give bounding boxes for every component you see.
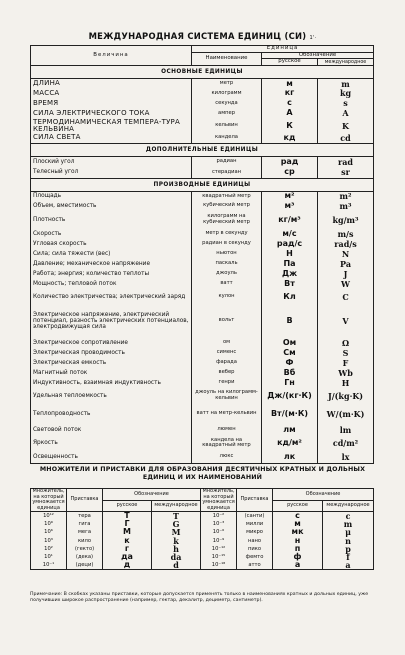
international-prefix-symbol-right: m xyxy=(323,520,374,528)
table-row xyxy=(31,99,374,109)
table-row xyxy=(31,338,374,348)
multiplier-left: 10¹ xyxy=(31,553,67,561)
page-mark: 1'· xyxy=(309,35,317,41)
international-prefix-symbol-left: da xyxy=(152,553,201,561)
international-prefix-symbol-left: M xyxy=(152,528,201,536)
multiplier-left: 10⁶ xyxy=(31,528,67,536)
header-russian: русское xyxy=(262,59,318,66)
russian-symbol: Дж/(кг·К) xyxy=(262,388,318,403)
international-symbol: lx xyxy=(318,451,374,463)
prefix-name-right: милли xyxy=(237,520,273,528)
russian-prefix-symbol-right: с xyxy=(273,512,323,521)
international-symbol: J/(kg·K) xyxy=(318,388,374,403)
table-row xyxy=(31,378,374,388)
prefix-name-right: фемто xyxy=(237,553,273,561)
prefix-name-right: нано xyxy=(237,537,273,545)
russian-symbol: Вт xyxy=(262,279,318,289)
unit-name: джоуль xyxy=(192,269,262,279)
prefix-name-right: атто xyxy=(237,561,273,570)
unit-name: килограмм на кубический метр xyxy=(192,211,262,228)
table-row xyxy=(31,156,374,167)
table-row xyxy=(31,403,374,425)
table-row xyxy=(31,249,374,259)
multiplier-left: 10¹² xyxy=(31,512,67,521)
international-symbol: sr xyxy=(318,167,374,178)
quantity-name: СИЛА СВЕТА xyxy=(31,133,192,143)
international-symbol: S xyxy=(318,348,374,358)
quantity-name: СИЛА ЭЛЕКТРИЧЕСКОГО ТОКА xyxy=(31,109,192,119)
russian-symbol: рад/с xyxy=(262,239,318,249)
unit-name: генри xyxy=(192,378,262,388)
russian-symbol: К xyxy=(262,119,318,134)
international-symbol: kg/m³ xyxy=(318,211,374,228)
multiplier-right: 10⁻³ xyxy=(201,520,237,528)
quantity-name: Объем, вместимость xyxy=(31,201,192,211)
multiplier-right: 10⁻¹² xyxy=(201,545,237,553)
unit-name: ватт на метр-кельвин xyxy=(192,403,262,425)
russian-prefix-symbol-right: ф xyxy=(273,553,323,561)
header-quantity: Величина xyxy=(31,46,192,66)
title-text: МЕЖДУНАРОДНАЯ СИСТЕМА ЕДИНИЦ (СИ) xyxy=(88,31,307,41)
unit-name: квадратный метр xyxy=(192,191,262,201)
russian-symbol: Н xyxy=(262,249,318,259)
russian-symbol: кг/м³ xyxy=(262,211,318,228)
unit-name: люмен xyxy=(192,425,262,435)
page-title xyxy=(0,31,405,41)
quantity-name: Плоский угол xyxy=(31,156,192,167)
international-symbol: Pa xyxy=(318,259,374,269)
table-row xyxy=(31,201,374,211)
multiplier-left: 10⁹ xyxy=(31,520,67,528)
russian-prefix-symbol-right: п xyxy=(273,545,323,553)
quantity-name: Угловая скорость xyxy=(31,239,192,249)
international-symbol: m xyxy=(318,79,374,89)
prefix-name-right: (санти) xyxy=(237,512,273,521)
russian-symbol: В xyxy=(262,304,318,338)
quantity-name: ВРЕМЯ xyxy=(31,99,192,109)
prefix-header-multiplier-left: Множитель, на который умножается единица xyxy=(32,488,65,511)
quantity-name: МАССА xyxy=(31,89,192,99)
russian-symbol: Ф xyxy=(262,358,318,368)
unit-name: кубический метр xyxy=(192,201,262,211)
russian-symbol: лк xyxy=(262,451,318,463)
russian-symbol: лм xyxy=(262,425,318,435)
prefix-header-international-right: международное xyxy=(323,500,374,512)
unit-name: вебер xyxy=(192,368,262,378)
quantity-name: Телесный угол xyxy=(31,167,192,178)
unit-name: радиан в секунду xyxy=(192,239,262,249)
table-row xyxy=(31,191,374,201)
international-prefix-symbol-left: G xyxy=(152,520,201,528)
prefix-table-title: МНОЖИТЕЛИ И ПРИСТАВКИ ДЛЯ ОБРАЗОВАНИЯ ДЕСЯТИЧНЫХ КРАТНЫХ И ДОЛЬНЫХ ЕДИНИЦ И ИХ НАИМЕНОВАНИЙ xyxy=(39,466,366,482)
quantity-name: Удельная теплоемкость xyxy=(31,388,192,403)
header-international: международное xyxy=(318,59,374,66)
russian-prefix-symbol-left: Т xyxy=(103,512,152,521)
russian-prefix-symbol-left: да xyxy=(103,553,152,561)
quantity-name: Световой поток xyxy=(31,425,192,435)
international-symbol: V xyxy=(318,304,374,338)
multiplier-left: 10³ xyxy=(31,537,67,545)
international-symbol: kg xyxy=(318,89,374,99)
unit-name: джоуль на килограмм-кельвин xyxy=(192,388,262,403)
unit-name: кандела xyxy=(192,133,262,143)
table-row xyxy=(31,358,374,368)
russian-symbol: м xyxy=(262,79,318,89)
russian-prefix-symbol-left: к xyxy=(103,537,152,545)
unit-name: ом xyxy=(192,338,262,348)
prefix-name-right: микро xyxy=(237,528,273,536)
prefix-header-multiplier-right: Множитель, на который умножается единица xyxy=(202,488,235,511)
table-row xyxy=(31,451,374,463)
international-symbol: Ω xyxy=(318,338,374,348)
quantity-name: Электрическая емкость xyxy=(31,358,192,368)
unit-name: секунда xyxy=(192,99,262,109)
russian-prefix-symbol-left: д xyxy=(103,561,152,570)
table-row xyxy=(31,259,374,269)
russian-prefix-symbol-right: м xyxy=(273,520,323,528)
section-title: ДОПОЛНИТЕЛЬНЫЕ ЕДИНИЦЫ xyxy=(31,143,374,156)
unit-name: паскаль xyxy=(192,259,262,269)
unit-name: ватт xyxy=(192,279,262,289)
table-row xyxy=(31,79,374,89)
table-row xyxy=(31,228,374,239)
russian-symbol: Вт/(м·К) xyxy=(262,403,318,425)
international-symbol: A xyxy=(318,109,374,119)
prefix-table xyxy=(30,488,374,570)
quantity-name: Освещенность xyxy=(31,451,192,463)
unit-name: стерадиан xyxy=(192,167,262,178)
quantity-name: Давление; механическое напряжение xyxy=(31,259,192,269)
russian-symbol: с xyxy=(262,99,318,109)
international-symbol: H xyxy=(318,378,374,388)
international-prefix-symbol-right: n xyxy=(323,537,374,545)
quantity-name: Скорость xyxy=(31,228,192,239)
international-symbol: lm xyxy=(318,425,374,435)
unit-name: килограмм xyxy=(192,89,262,99)
international-symbol: J xyxy=(318,269,374,279)
quantity-name: Электрическая проводимость xyxy=(31,348,192,358)
unit-name: кельвин xyxy=(192,119,262,134)
prefix-row xyxy=(31,553,374,561)
prefix-header-prefix-right: Приставка xyxy=(237,489,273,512)
international-prefix-symbol-right: a xyxy=(323,561,374,570)
international-symbol: F xyxy=(318,358,374,368)
international-prefix-symbol-right: p xyxy=(323,545,374,553)
russian-symbol: Гн xyxy=(262,378,318,388)
table-row xyxy=(31,435,374,451)
table-row xyxy=(31,368,374,378)
international-prefix-symbol-right: f xyxy=(323,553,374,561)
international-symbol: m³ xyxy=(318,201,374,211)
unit-name: ньютон xyxy=(192,249,262,259)
international-symbol: rad/s xyxy=(318,239,374,249)
russian-symbol: м³ xyxy=(262,201,318,211)
prefix-row xyxy=(31,528,374,536)
table-row xyxy=(31,425,374,435)
table-row xyxy=(31,167,374,178)
international-prefix-symbol-left: h xyxy=(152,545,201,553)
prefix-header-international-left: международное xyxy=(152,500,201,512)
quantity-name: Теплопроводность xyxy=(31,403,192,425)
multiplier-right: 10⁻⁹ xyxy=(201,537,237,545)
quantity-name: Индуктивность, взаимная индуктивность xyxy=(31,378,192,388)
international-symbol: s xyxy=(318,99,374,109)
quantity-name: Яркость xyxy=(31,435,192,451)
prefix-header-designation-left: Обозначение xyxy=(103,489,201,501)
international-symbol: cd/m² xyxy=(318,435,374,451)
international-symbol: cd xyxy=(318,133,374,143)
prefix-name-left: (деци) xyxy=(67,561,103,570)
international-symbol: W xyxy=(318,279,374,289)
table-row xyxy=(31,211,374,228)
unit-name: вольт xyxy=(192,304,262,338)
prefix-name-left: гига xyxy=(67,520,103,528)
russian-prefix-symbol-left: Г xyxy=(103,520,152,528)
international-prefix-symbol-left: d xyxy=(152,561,201,570)
multiplier-right: 10⁻² xyxy=(201,512,237,521)
table-row xyxy=(31,133,374,143)
unit-name: ампер xyxy=(192,109,262,119)
international-symbol: W/(m·K) xyxy=(318,403,374,425)
international-symbol: m² xyxy=(318,191,374,201)
prefix-header-designation-right: Обозначение xyxy=(273,489,374,501)
quantity-name: Электрическое сопротивление xyxy=(31,338,192,348)
international-symbol: rad xyxy=(318,156,374,167)
international-prefix-symbol-right: μ xyxy=(323,528,374,536)
prefix-name-left: (гекто) xyxy=(67,545,103,553)
multiplier-left: 10⁻¹ xyxy=(31,561,67,570)
international-symbol: K xyxy=(318,119,374,134)
prefix-row xyxy=(31,561,374,570)
international-symbol: C xyxy=(318,289,374,304)
prefix-header-russian-right: русское xyxy=(273,500,323,512)
table-row xyxy=(31,289,374,304)
russian-symbol: кд/м² xyxy=(262,435,318,451)
russian-symbol: м/с xyxy=(262,228,318,239)
russian-symbol: Дж xyxy=(262,269,318,279)
multiplier-right: 10⁻⁶ xyxy=(201,528,237,536)
quantity-name: Количество электричества; электрический заряд xyxy=(31,289,192,304)
international-prefix-symbol-right: c xyxy=(323,512,374,521)
russian-symbol: Ом xyxy=(262,338,318,348)
quantity-name: Работа; энергия; количество теплоты xyxy=(31,269,192,279)
footnote: Примечание: В скобках указаны приставки, которые допускается применять только в наименованиях кратных и дольных единиц, уже получивших широкое распространение (например, гектар, декалитр, дециметр, сантиметр). xyxy=(30,592,369,604)
russian-prefix-symbol-left: М xyxy=(103,528,152,536)
multiplier-right: 10⁻¹⁵ xyxy=(201,553,237,561)
russian-symbol: Вб xyxy=(262,368,318,378)
prefix-name-left: мега xyxy=(67,528,103,536)
quantity-name: Площадь xyxy=(31,191,192,201)
quantity-name: Мощность; тепловой поток xyxy=(31,279,192,289)
table-row xyxy=(31,388,374,403)
unit-name: метр в секунду xyxy=(192,228,262,239)
table-row xyxy=(31,119,374,134)
table-body xyxy=(31,66,374,464)
international-symbol: Wb xyxy=(318,368,374,378)
prefix-name-left: (дека) xyxy=(67,553,103,561)
international-symbol: N xyxy=(318,249,374,259)
international-prefix-symbol-left: k xyxy=(152,537,201,545)
table-row xyxy=(31,304,374,338)
prefix-row xyxy=(31,537,374,545)
si-units-table xyxy=(30,45,374,464)
header-unit: Единица xyxy=(192,46,374,53)
unit-name: кулон xyxy=(192,289,262,304)
quantity-name: Магнитный поток xyxy=(31,368,192,378)
prefix-name-right: пико xyxy=(237,545,273,553)
prefix-header-prefix-left: Приставка xyxy=(67,489,103,512)
table-row xyxy=(31,89,374,99)
header-designation: Обозначение xyxy=(262,52,374,59)
section-title: ОСНОВНЫЕ ЕДИНИЦЫ xyxy=(31,66,374,79)
international-prefix-symbol-left: T xyxy=(152,512,201,521)
unit-name: радиан xyxy=(192,156,262,167)
russian-symbol: Па xyxy=(262,259,318,269)
russian-symbol: См xyxy=(262,348,318,358)
prefix-table-body xyxy=(31,512,374,570)
quantity-name: ТЕРМОДИНАМИЧЕСКАЯ ТЕМПЕРА-ТУРА КЕЛЬВИНА xyxy=(31,119,192,134)
section-header xyxy=(31,178,374,191)
russian-prefix-symbol-right: а xyxy=(273,561,323,570)
russian-symbol: ср xyxy=(262,167,318,178)
prefix-header-russian-left: русское xyxy=(103,500,152,512)
russian-prefix-symbol-right: н xyxy=(273,537,323,545)
unit-name: кандела на квадратный метр xyxy=(192,435,262,451)
russian-prefix-symbol-left: г xyxy=(103,545,152,553)
table-row xyxy=(31,348,374,358)
multiplier-right: 10⁻¹⁸ xyxy=(201,561,237,570)
russian-prefix-symbol-right: мк xyxy=(273,528,323,536)
section-header xyxy=(31,143,374,156)
russian-symbol: м² xyxy=(262,191,318,201)
section-title: ПРОИЗВОДНЫЕ ЕДИНИЦЫ xyxy=(31,178,374,191)
table-row xyxy=(31,239,374,249)
header-name: Наименование xyxy=(192,52,262,65)
russian-symbol: А xyxy=(262,109,318,119)
prefix-row xyxy=(31,512,374,521)
unit-name: люкс xyxy=(192,451,262,463)
table-row xyxy=(31,269,374,279)
multiplier-left: 10² xyxy=(31,545,67,553)
quantity-name: Сила; сила тяжести (вес) xyxy=(31,249,192,259)
russian-symbol: рад xyxy=(262,156,318,167)
section-header xyxy=(31,66,374,79)
russian-symbol: Кл xyxy=(262,289,318,304)
russian-symbol: кд xyxy=(262,133,318,143)
table-row xyxy=(31,279,374,289)
prefix-row xyxy=(31,545,374,553)
russian-symbol: кг xyxy=(262,89,318,99)
prefix-row xyxy=(31,520,374,528)
international-symbol: m/s xyxy=(318,228,374,239)
quantity-name: Электрическое напряжение, электрический потенциал, разность электрических потенциалов, электродвижущая сила xyxy=(31,304,192,338)
unit-name: фарада xyxy=(192,358,262,368)
unit-name: сименс xyxy=(192,348,262,358)
prefix-name-left: кило xyxy=(67,537,103,545)
quantity-name: ДЛИНА xyxy=(31,79,192,89)
unit-name: метр xyxy=(192,79,262,89)
quantity-name: Плотность xyxy=(31,211,192,228)
prefix-name-left: тера xyxy=(67,512,103,521)
